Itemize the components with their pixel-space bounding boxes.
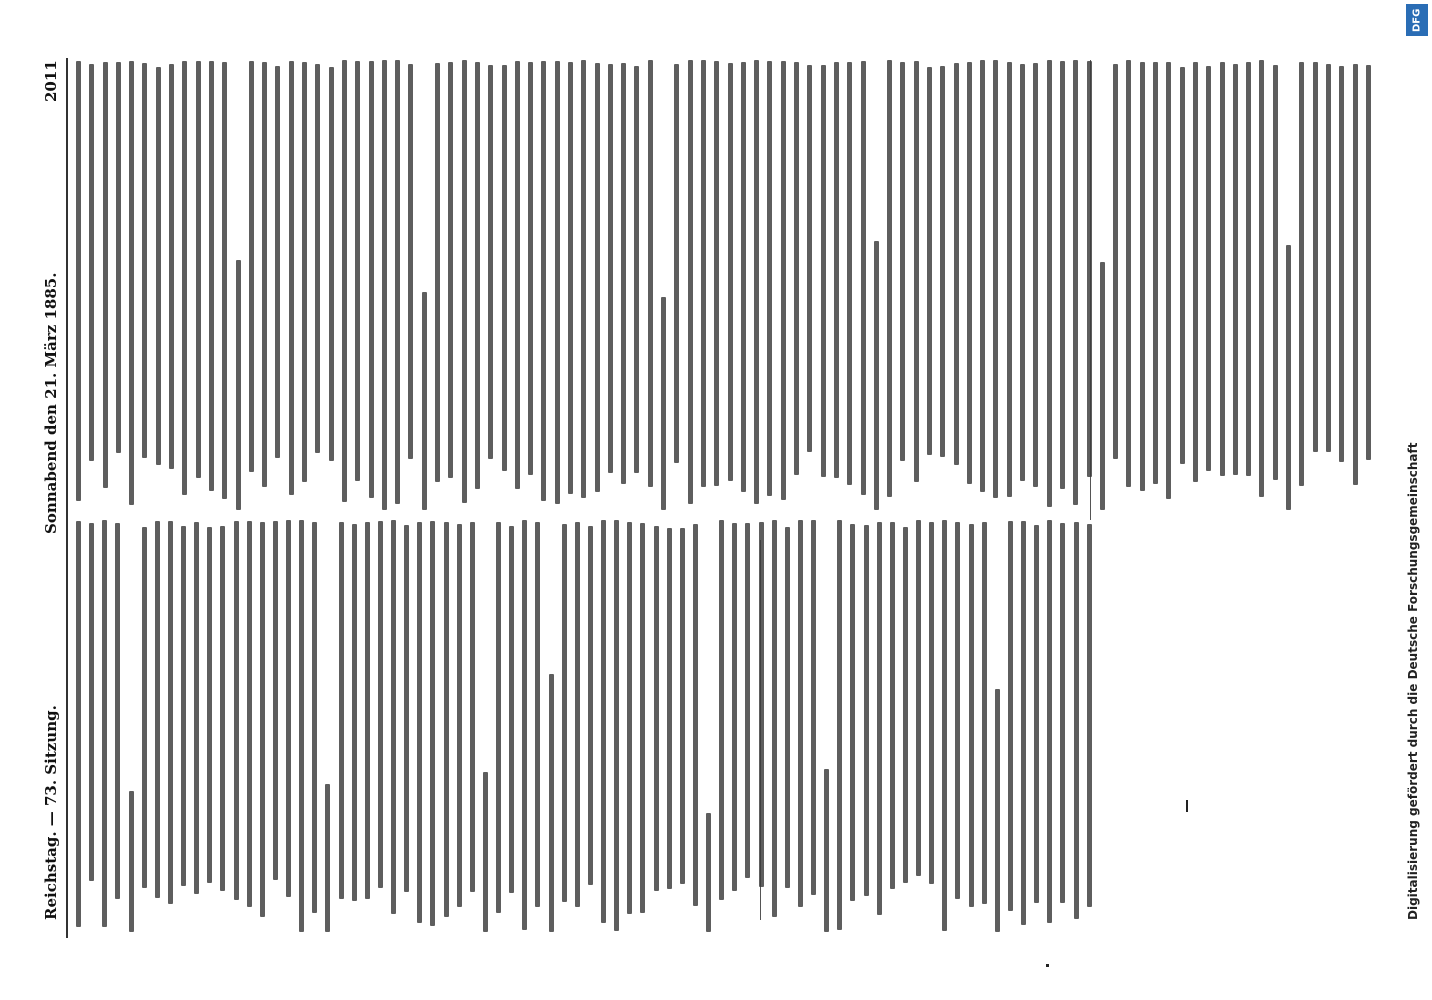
- text-line: [470, 522, 475, 892]
- text-line: [352, 524, 357, 901]
- text-line: [302, 62, 307, 482]
- text-line: [76, 61, 81, 501]
- text-line: [627, 522, 632, 914]
- text-line: [325, 784, 330, 932]
- text-line: [688, 60, 693, 504]
- text-line: [648, 60, 653, 487]
- text-line: [234, 521, 239, 900]
- text-line: [435, 63, 440, 482]
- text-line: [1073, 60, 1078, 505]
- text-line: [807, 65, 812, 452]
- text-line: [1034, 525, 1039, 903]
- text-line: [156, 67, 161, 465]
- text-line: [555, 61, 560, 504]
- text-line: [89, 64, 94, 461]
- text-line: [821, 65, 826, 477]
- text-line: [342, 60, 347, 502]
- header-page-number: 2011: [42, 60, 60, 102]
- text-line: [220, 526, 225, 891]
- text-line: [541, 61, 546, 501]
- text-line: [1313, 62, 1318, 452]
- text-line: [1033, 63, 1038, 487]
- text-line: [877, 522, 882, 915]
- text-line: [181, 526, 186, 886]
- text-line: [168, 521, 173, 904]
- text-line: [601, 520, 606, 923]
- text-line: [129, 61, 134, 505]
- text-column-lower-left: [76, 520, 1092, 932]
- text-line: [1286, 245, 1291, 510]
- text-line: [1273, 65, 1278, 480]
- text-line: [562, 524, 567, 902]
- text-line: [837, 520, 842, 930]
- text-line: [369, 61, 374, 498]
- text-line: [457, 524, 462, 907]
- text-line: [275, 66, 280, 458]
- text-line: [355, 61, 360, 481]
- text-line: [1153, 62, 1158, 484]
- text-line: [299, 520, 304, 932]
- text-line: [667, 528, 672, 889]
- text-line: [1060, 61, 1065, 489]
- text-line: [155, 521, 160, 898]
- text-line: [339, 522, 344, 899]
- text-line: [207, 527, 212, 883]
- header-section: Reichstag. — 73. Sitzung.: [42, 705, 60, 920]
- text-line: [515, 61, 520, 489]
- text-line: [1326, 64, 1331, 452]
- text-line: [222, 62, 227, 499]
- text-line: [1246, 62, 1251, 476]
- text-line: [798, 520, 803, 907]
- text-line: [847, 62, 852, 485]
- text-line: [1047, 520, 1052, 923]
- text-line: [395, 60, 400, 504]
- text-line: [654, 526, 659, 891]
- text-line: [942, 520, 947, 931]
- text-line: [794, 62, 799, 475]
- text-line: [772, 520, 777, 917]
- text-line: [1206, 66, 1211, 471]
- header-rule: [66, 58, 68, 938]
- text-line: [1180, 67, 1185, 464]
- text-line: [890, 522, 895, 889]
- text-line: [588, 526, 593, 885]
- text-line: [745, 523, 750, 878]
- text-line: [980, 60, 985, 492]
- text-line: [1020, 64, 1025, 481]
- text-line: [1007, 62, 1012, 497]
- text-line: [701, 60, 706, 487]
- text-line: [929, 522, 934, 884]
- text-line: [759, 522, 764, 887]
- text-line: [404, 525, 409, 892]
- text-line: [289, 61, 294, 495]
- text-line: [417, 522, 422, 923]
- text-line: [914, 61, 919, 482]
- text-line: [286, 520, 291, 897]
- text-line: [528, 62, 533, 475]
- text-line: [1166, 62, 1171, 499]
- text-line: [916, 520, 921, 876]
- text-line: [955, 522, 960, 899]
- text-line: [1087, 524, 1092, 907]
- text-line: [549, 674, 554, 932]
- text-line: [1233, 64, 1238, 475]
- text-line: [391, 520, 396, 914]
- text-line: [575, 522, 580, 907]
- text-line: [967, 62, 972, 484]
- text-line: [1087, 61, 1092, 477]
- scan-speck: [1046, 964, 1049, 967]
- text-line: [329, 67, 334, 461]
- text-line: [262, 62, 267, 487]
- text-line: [781, 61, 786, 500]
- text-line: [522, 520, 527, 930]
- text-line: [1140, 62, 1145, 491]
- text-line: [568, 62, 573, 494]
- text-line: [995, 689, 1000, 932]
- text-line: [903, 527, 908, 883]
- text-line: [1366, 65, 1371, 460]
- text-line: [834, 62, 839, 478]
- text-line: [754, 60, 759, 504]
- text-line: [378, 521, 383, 888]
- text-line: [621, 63, 626, 484]
- text-line: [142, 527, 147, 888]
- text-line: [260, 522, 265, 917]
- text-line: [115, 523, 120, 899]
- header-date: Sonnabend den 21. März 1885.: [42, 272, 60, 535]
- text-line: [864, 525, 869, 896]
- text-line: [900, 62, 905, 461]
- text-line: [315, 64, 320, 453]
- text-line: [102, 520, 107, 927]
- text-line: [874, 241, 879, 510]
- text-line: [1008, 521, 1013, 911]
- text-line: [1259, 60, 1264, 497]
- text-line: [927, 67, 932, 455]
- text-line: [1339, 66, 1344, 462]
- text-line: [850, 524, 855, 901]
- text-line: [811, 520, 816, 895]
- text-line: [194, 522, 199, 894]
- text-line: [76, 521, 81, 927]
- text-line: [680, 528, 685, 884]
- text-line: [483, 772, 488, 932]
- text-line: [382, 60, 387, 510]
- text-line: [969, 524, 974, 907]
- text-line: [247, 521, 252, 907]
- text-line: [732, 523, 737, 891]
- running-header: [40, 60, 62, 920]
- text-line: [741, 62, 746, 492]
- text-line: [982, 522, 987, 904]
- dfg-logo: DFG: [1406, 4, 1428, 36]
- text-line: [608, 64, 613, 473]
- text-line: [1060, 523, 1065, 903]
- text-line: [1193, 62, 1198, 482]
- text-line: [719, 520, 724, 900]
- text-line: [422, 292, 427, 510]
- text-line: [365, 522, 370, 899]
- text-line: [887, 60, 892, 497]
- digitization-credit: Digitalisierung gefördert durch die Deutsche Forschungsgemeinschaft: [1406, 442, 1420, 920]
- text-line: [728, 63, 733, 481]
- text-line: [1113, 64, 1118, 459]
- text-line: [475, 62, 480, 489]
- text-line: [861, 61, 866, 495]
- text-line: [535, 522, 540, 907]
- text-line: [1047, 60, 1052, 507]
- text-line: [706, 813, 711, 932]
- text-line: [1299, 62, 1304, 486]
- text-line: [496, 522, 501, 913]
- text-line: [674, 64, 679, 463]
- text-line: [1220, 62, 1225, 476]
- text-line: [169, 64, 174, 469]
- text-line: [509, 526, 514, 893]
- text-line: [444, 522, 449, 917]
- text-line: [273, 521, 278, 880]
- text-line: [312, 522, 317, 913]
- text-line: [954, 63, 959, 465]
- text-line: [767, 61, 772, 496]
- text-line: [824, 769, 829, 932]
- text-line: [785, 527, 790, 888]
- text-line: [1353, 64, 1358, 485]
- text-line: [634, 66, 639, 473]
- text-line: [236, 260, 241, 510]
- text-line: [993, 60, 998, 498]
- text-column-upper-right: [76, 60, 1372, 510]
- text-line: [89, 523, 94, 881]
- text-line: [103, 62, 108, 488]
- text-line: [940, 66, 945, 457]
- text-line: [1074, 522, 1079, 919]
- text-line: [714, 61, 719, 486]
- text-line: [1126, 60, 1131, 487]
- text-line: [129, 791, 134, 932]
- text-line: [581, 60, 586, 498]
- scan-speck: [1186, 800, 1188, 812]
- text-line: [661, 297, 666, 510]
- text-line: [142, 63, 147, 458]
- text-line: [614, 520, 619, 931]
- text-line: [408, 64, 413, 459]
- text-line: [1100, 262, 1105, 510]
- text-line: [182, 61, 187, 495]
- text-line: [488, 65, 493, 459]
- text-line: [209, 61, 214, 491]
- text-line: [462, 60, 467, 503]
- text-line: [1021, 521, 1026, 925]
- text-line: [249, 61, 254, 472]
- text-line: [116, 62, 121, 453]
- text-line: [502, 65, 507, 471]
- text-line: [693, 524, 698, 906]
- text-line: [430, 521, 435, 926]
- text-line: [640, 523, 645, 913]
- text-line: [595, 63, 600, 492]
- text-line: [448, 62, 453, 478]
- text-line: [196, 61, 201, 478]
